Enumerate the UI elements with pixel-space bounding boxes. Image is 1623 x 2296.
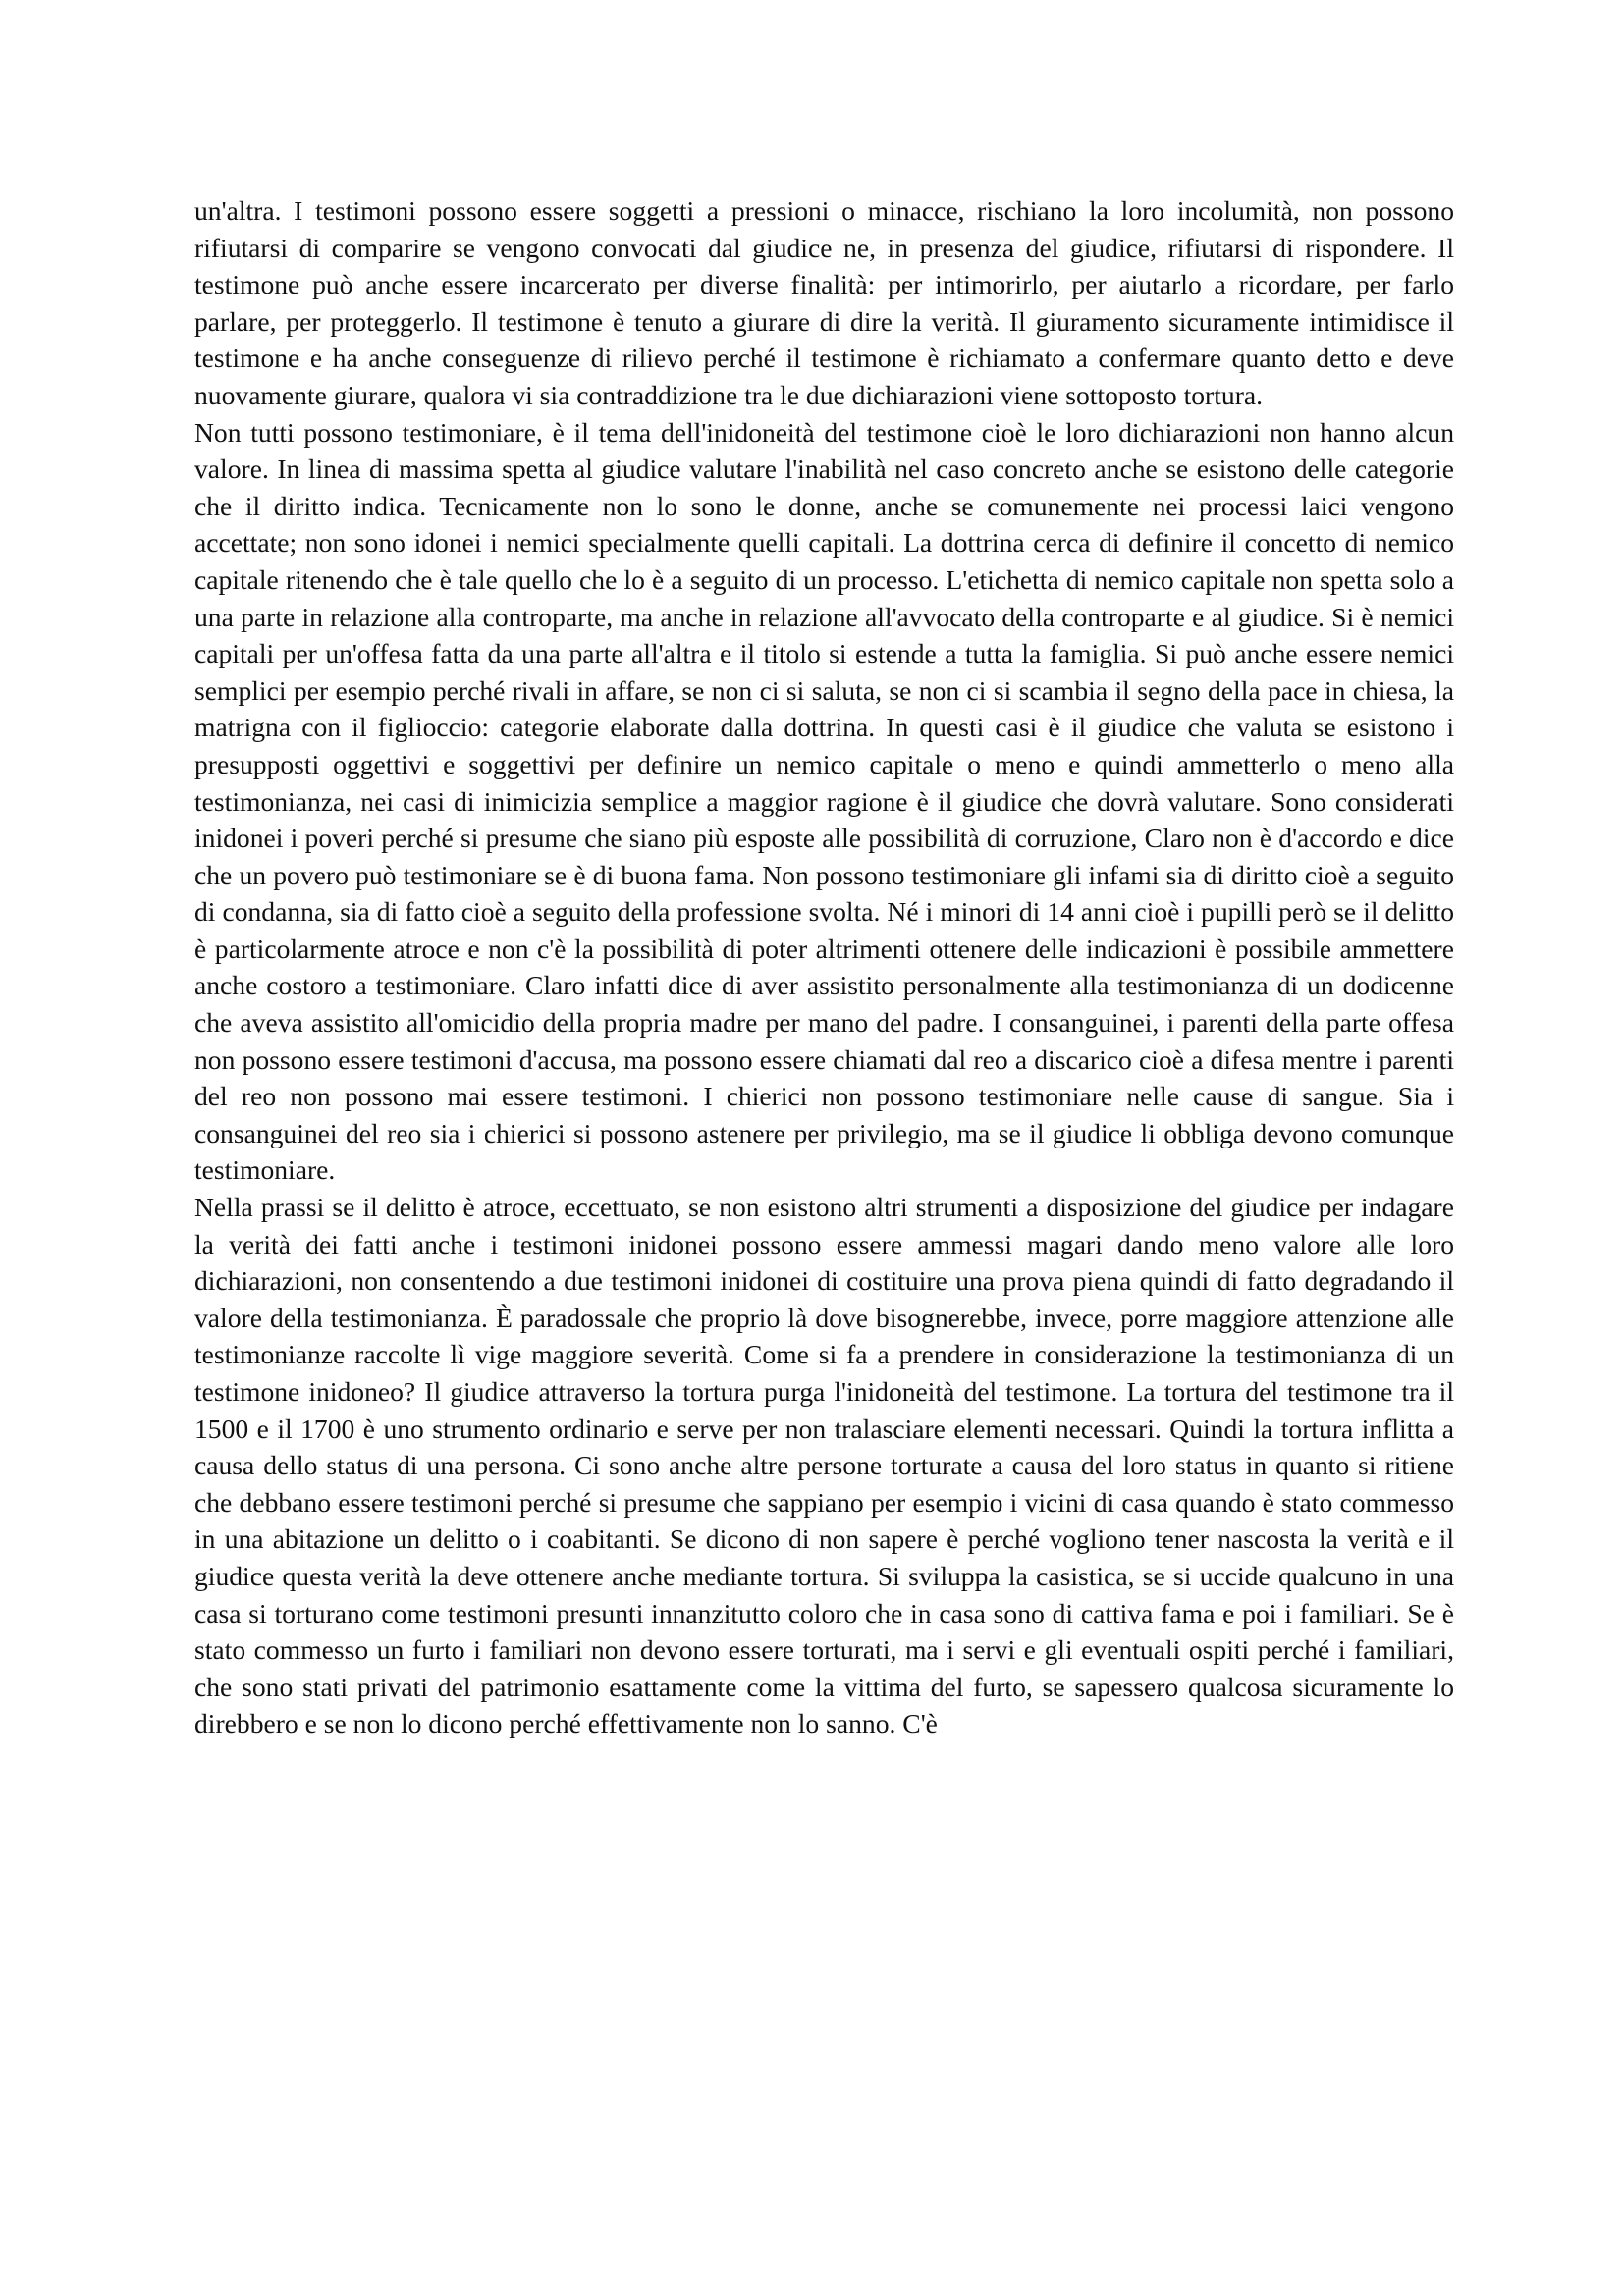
body-text — [194, 192, 1454, 1742]
paragraph-2: Non tutti possono testimoniare, è il tema dell'inidoneità del testimone cioè le loro dichiarazioni non hanno alcun valore. In linea di massima spetta al giudice valutare l'inabilità nel caso concreto anche se esistono delle categorie che il diritto indica. Tecnicamente non lo sono le donne, anche se comunemente nei processi laici vengono accettate; non sono idonei i nemici specialmente quelli capitali. La dottrina cerca di definire il concetto di nemico capitale ritenendo che è tale quello che lo è a seguito di un processo. L'etichetta di nemico capitale non spetta solo a una parte in relazione alla controparte, ma anche in relazione all'avvocato della controparte e al giudice. Si è nemici capitali per un'offesa fatta da una parte all'altra e il titolo si estende a tutta la famiglia. Si può anche essere nemici semplici per esempio perché rivali in affare, se non ci si saluta, se non ci si scambia il segno della pace in chiesa, la matrigna con il figlioccio: categorie elaborate dalla dottrina. In questi casi è il giudice che valuta se esistono i presupposti oggettivi e soggettivi per definire un nemico capitale o meno e quindi ammetterlo o meno alla testimonianza, nei casi di inimicizia semplice a maggior ragione è il giudice che dovrà valutare. Sono considerati inidonei i poveri perché si presume che siano più esposte alle possibilità di corruzione, Claro non è d'accordo e dice che un povero può testimoniare se è di buona fama. Non possono testimoniare gli infami sia di diritto cioè a seguito di condanna, sia di fatto cioè a seguito della professione svolta. Né i minori di 14 anni cioè i pupilli però se il delitto è particolarmente atroce e non c'è la possibilità di poter altrimenti ottenere delle indicazioni è possibile ammettere anche costoro a testimoniare. Claro infatti dice di aver assistito personalmente alla testimonianza di un dodicenne che aveva assistito all'omicidio della propria madre per mano del padre. I consanguinei, i parenti della parte offesa non possono essere testimoni d'accusa, ma possono essere chiamati dal reo a discarico cioè a difesa mentre i parenti del reo non possono mai essere testimoni. I chierici non possono testimoniare nelle cause di sangue. Sia i consanguinei del reo sia i chierici si possono astenere per privilegio, ma se il giudice li obbliga devono comunque testimoniare. — [194, 416, 1454, 1186]
paragraph-3: Nella prassi se il delitto è atroce, eccettuato, se non esistono altri strumenti a disposizione del giudice per indagare la verità dei fatti anche i testimoni inidonei possono essere ammessi magari dando meno valore alle loro dichiarazioni, non consentendo a due testimoni inidonei di costituire una prova piena quindi di fatto degradando il valore della testimonianza. È paradossale che proprio là dove bisognerebbe, invece, porre maggiore attenzione alle testimonianze raccolte lì vige maggiore severità. Come si fa a prendere in considerazione la testimonianza di un testimone inidoneo? Il giudice attraverso la tortura purga l'inidoneità del testimone. La tortura del testimone tra il 1500 e il 1700 è uno strumento ordinario e serve per non tralasciare elementi necessari. Quindi la tortura inflitta a causa dello status di una persona. Ci sono anche altre persone torturate a causa del loro status in quanto si ritiene che debbano essere testimoni perché si presume che sappiano per esempio i vicini di casa quando è stato commesso in una abitazione un delitto o i coabitanti. Se dicono di non sapere è perché vogliono tener nascosta la verità e il giudice questa verità la deve ottenere anche mediante tortura. Si sviluppa la casistica, se si uccide qualcuno in una casa si torturano come testimoni presunti innanzitutto coloro che in casa sono di cattiva fama e poi i familiari. Se è stato commesso un furto i familiari non devono essere torturati, ma i servi e gli eventuali ospiti perché i familiari, che sono stati privati del patrimonio esattamente come la vittima del furto, se sapessero qualcosa sicuramente lo direbbero e se non lo dicono perché effettivamente non lo sanno. C'è — [194, 1192, 1454, 1739]
paragraph-1: un'altra. I testimoni possono essere soggetti a pressioni o minacce, rischiano la loro incolumità, non possono rifiutarsi di comparire se vengono convocati dal giudice ne, in presenza del giudice, rifiutarsi di rispondere. Il testimone può anche essere incarcerato per diverse finalità: per intimorirlo, per aiutarlo a ricordare, per farlo parlare, per proteggerlo. Il testimone è tenuto a giurare di dire la verità. Il giuramento sicuramente intimidisce il testimone e ha anche conseguenze di rilievo perché il testimone è richiamato a confermare quanto detto e deve nuovamente giurare, qualora vi sia contraddizione tra le due dichiarazioni viene sottoposto tortura. — [194, 195, 1454, 410]
